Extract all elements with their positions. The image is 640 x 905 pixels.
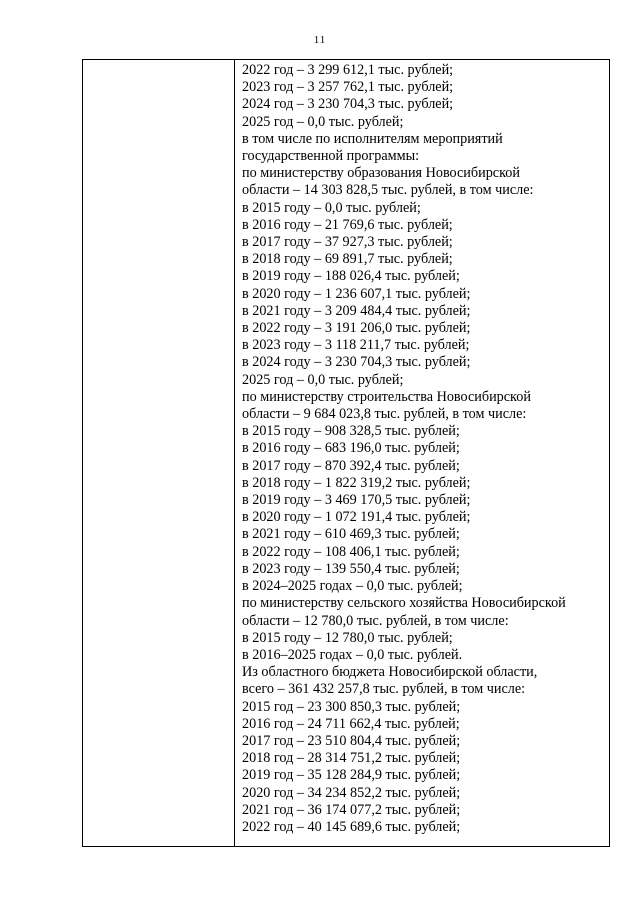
- text-line: в 2021 году – 610 469,3 тыс. рублей;: [242, 526, 460, 543]
- text-line: 2025 год – 0,0 тыс. рублей;: [242, 371, 404, 388]
- text-line: по министерству образования Новосибирской: [242, 165, 520, 182]
- text-line: в 2023 году – 139 550,4 тыс. рублей;: [242, 560, 460, 577]
- text-line: 2020 год – 34 234 852,2 тыс. рублей;: [242, 784, 461, 801]
- text-line: 2021 год – 36 174 077,2 тыс. рублей;: [242, 801, 461, 818]
- text-line: по министерству строительства Новосибирской: [242, 388, 531, 405]
- text-line: 2016 год – 24 711 662,4 тыс. рублей;: [242, 715, 460, 732]
- page-number: 11: [313, 34, 327, 46]
- text-line: 2022 год – 40 145 689,6 тыс. рублей;: [242, 818, 461, 835]
- text-line: в 2016–2025 годах – 0,0 тыс. рублей.: [242, 646, 463, 663]
- funding-table: [82, 59, 610, 847]
- text-line: 2017 год – 23 510 804,4 тыс. рублей;: [242, 732, 461, 749]
- text-line: области – 14 303 828,5 тыс. рублей, в том числе:: [242, 182, 534, 199]
- text-line: в 2021 году – 3 209 484,4 тыс. рублей;: [242, 302, 471, 319]
- text-line: 2019 год – 35 128 284,9 тыс. рублей;: [242, 767, 461, 784]
- text-line: Из областного бюджета Новосибирской области,: [242, 664, 538, 681]
- text-line: в 2022 году – 3 191 206,0 тыс. рублей;: [242, 320, 471, 337]
- text-line: 2023 год – 3 257 762,1 тыс. рублей;: [242, 79, 454, 96]
- funding-lines: [242, 60, 609, 836]
- table-right-cell: [235, 60, 610, 847]
- text-line: 2018 год – 28 314 751,2 тыс. рублей;: [242, 750, 461, 767]
- text-line: 2022 год – 3 299 612,1 тыс. рублей;: [242, 62, 454, 78]
- text-line: в 2018 году – 69 891,7 тыс. рублей;: [242, 251, 453, 268]
- text-line: в 2015 году – 908 328,5 тыс. рублей;: [242, 423, 460, 440]
- text-line: государственной программы:: [242, 148, 420, 165]
- text-line: в 2019 году – 188 026,4 тыс. рублей;: [242, 268, 460, 285]
- text-line: в 2020 году – 1 236 607,1 тыс. рублей;: [242, 285, 471, 302]
- text-line: в 2020 году – 1 072 191,4 тыс. рублей;: [242, 509, 471, 526]
- text-line: в 2016 году – 683 196,0 тыс. рублей;: [242, 440, 460, 457]
- text-line: области – 12 780,0 тыс. рублей, в том числе:: [242, 612, 509, 629]
- text-line: 2024 год – 3 230 704,3 тыс. рублей;: [242, 96, 454, 113]
- text-line: в 2015 году – 12 780,0 тыс. рублей;: [242, 629, 453, 646]
- text-line: области – 9 684 023,8 тыс. рублей, в том числе:: [242, 406, 527, 423]
- text-line: в 2017 году – 37 927,3 тыс. рублей;: [242, 234, 453, 251]
- text-line: в том числе по исполнителям мероприятий: [242, 130, 503, 147]
- text-line: в 2024–2025 годах – 0,0 тыс. рублей;: [242, 578, 463, 595]
- text-line: в 2024 году – 3 230 704,3 тыс. рублей;: [242, 354, 471, 371]
- text-line: всего – 361 432 257,8 тыс. рублей, в том числе:: [242, 681, 526, 698]
- text-line: в 2022 году – 108 406,1 тыс. рублей;: [242, 543, 460, 560]
- text-line: в 2019 году – 3 469 170,5 тыс. рублей;: [242, 492, 471, 509]
- text-line: в 2015 году – 0,0 тыс. рублей;: [242, 199, 421, 216]
- text-line: в 2017 году – 870 392,4 тыс. рублей;: [242, 457, 460, 474]
- text-line: в 2018 году – 1 822 319,2 тыс. рублей;: [242, 474, 471, 491]
- text-line: в 2023 году – 3 118 211,7 тыс. рублей;: [242, 337, 470, 354]
- text-line: по министерству сельского хозяйства Новосибирской: [242, 595, 566, 612]
- table-row: [83, 60, 610, 847]
- text-line: 2025 год – 0,0 тыс. рублей;: [242, 113, 404, 130]
- text-line: 2015 год – 23 300 850,3 тыс. рублей;: [242, 698, 461, 715]
- table-left-cell: [83, 60, 235, 847]
- text-line: в 2016 году – 21 769,6 тыс. рублей;: [242, 216, 453, 233]
